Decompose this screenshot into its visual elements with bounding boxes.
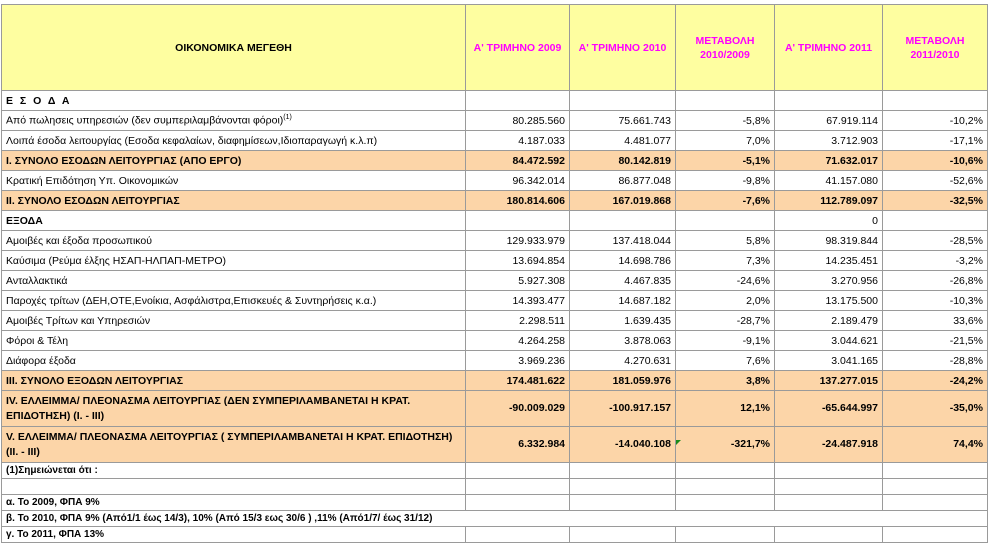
cell-2010: -100.917.157 [570, 391, 676, 427]
note-row [2, 463, 988, 479]
cell-change-1: -321,7% [676, 427, 775, 463]
row-label: Από πωλησεις υπηρεσιών (δεν συμπεριλαμβάνονται φόροι)$^{(1)}$ [2, 111, 466, 131]
header-q1-2011: Α' ΤΡΙΜΗΝΟ 2011 [775, 5, 883, 91]
header-row [2, 5, 988, 91]
cell-2009: 129.933.979 [466, 231, 570, 251]
cell-2010: 4.481.077 [570, 131, 676, 151]
cell-2010: 80.142.819 [570, 151, 676, 171]
total-row [2, 151, 988, 171]
cell-change-1: 3,8% [676, 371, 775, 391]
note-vat-2009: α. Το 2009, ΦΠΑ 9% [2, 495, 466, 511]
cell-change-2: -28,8% [883, 351, 988, 371]
header-q1-2009: Α' ΤΡΙΜΗΝΟ 2009 [466, 5, 570, 91]
total-row [2, 191, 988, 211]
cell-change-1: 2,0% [676, 291, 775, 311]
cell-2009: 84.472.592 [466, 151, 570, 171]
row-label: Κρατική Επιδότηση Υπ. Οικονομικών [2, 171, 466, 191]
row-label: ΙΙΙ. ΣΥΝΟΛΟ ΕΞΟΔΩΝ ΛΕΙΤΟΥΡΓΙΑΣ [2, 371, 466, 391]
cell-2011: 3.712.903 [775, 131, 883, 151]
row-label: Αμοιβές Τρίτων και Υπηρεσιών [2, 311, 466, 331]
cell-2010: 75.661.743 [570, 111, 676, 131]
row-label: Διάφορα έξοδα [2, 351, 466, 371]
cell-2011: 13.175.500 [775, 291, 883, 311]
table-row [2, 311, 988, 331]
cell-2009: 14.393.477 [466, 291, 570, 311]
cell-2011: 137.277.015 [775, 371, 883, 391]
header-change-period: 2010/2009 [700, 48, 750, 61]
row-label: Αμοιβές και έξοδα προσωπικού [2, 231, 466, 251]
cell-2009: 6.332.984 [466, 427, 570, 463]
total-row [2, 427, 988, 463]
cell-2011: 0 [775, 211, 883, 231]
section-row-expenses [2, 211, 988, 231]
cell-change-1: -7,6% [676, 191, 775, 211]
cell-2010: 4.467.835 [570, 271, 676, 291]
header-change-2011-2010 [883, 5, 988, 91]
row-label: Λοιπά έσοδα λειτουργίας (Εσοδα κεφαλαίων, διαφημίσεων,Ιδιοπαραγωγή κ.λ.π) [2, 131, 466, 151]
row-label: Φόροι & Τέλη [2, 331, 466, 351]
header-title: ΟΙΚΟΝΟΜΙΚΑ ΜΕΓΕΘΗ [2, 5, 466, 91]
cell-change-2: -21,5% [883, 331, 988, 351]
section-title-income: Ε Σ Ο Δ Α [2, 91, 466, 111]
cell-2010: 3.878.063 [570, 331, 676, 351]
cell-2011: 2.189.479 [775, 311, 883, 331]
cell-2010: 181.059.976 [570, 371, 676, 391]
financial-table [1, 4, 988, 543]
row-label: V. ΕΛΛΕΙΜΜΑ/ ΠΛΕΟΝΑΣΜΑ ΛΕΙΤΟΥΡΓΙΑΣ ( ΣΥΜΠΕΡΙΛΑΜΒΑΝΕΤΑΙ Η ΚΡΑΤ. ΕΠΙΔΟΤΗΣΗ) (ΙΙ. - ΙΙΙ) [2, 427, 466, 463]
comment-marker-icon [676, 440, 681, 445]
row-label: IV. ΕΛΛΕΙΜΜΑ/ ΠΛΕΟΝΑΣΜΑ ΛΕΙΤΟΥΡΓΙΑΣ (ΔΕΝ ΣΥΜΠΕΡΙΛΑΜΒΑΝΕΤΑΙ Η ΚΡΑΤ. ΕΠΙΔΟΤΗΣΗ) (Ι. - ΙΙΙ) [2, 391, 466, 427]
cell-change-1: 5,8% [676, 231, 775, 251]
header-q1-2010: Α' ΤΡΙΜΗΝΟ 2010 [570, 5, 676, 91]
cell-2009: 5.927.308 [466, 271, 570, 291]
note-vat-2010: β. Το 2010, ΦΠΑ 9% (Από1/1 έως 14/3), 10% (Από 15/3 εως 30/6 ) ,11% (Από1/7/ έως 31/12) [2, 511, 988, 527]
table-row [2, 111, 988, 131]
total-row [2, 391, 988, 427]
row-label: ΙΙ. ΣΥΝΟΛΟ ΕΣΟΔΩΝ ΛΕΙΤΟΥΡΓΙΑΣ [2, 191, 466, 211]
cell-change-2: -35,0% [883, 391, 988, 427]
section-row-income [2, 91, 988, 111]
cell-change-1: 7,0% [676, 131, 775, 151]
cell-change-1: 7,3% [676, 251, 775, 271]
cell-2010: 14.698.786 [570, 251, 676, 271]
cell-2010: 86.877.048 [570, 171, 676, 191]
cell-change-2: -26,8% [883, 271, 988, 291]
cell-2009: 3.969.236 [466, 351, 570, 371]
cell-change-1: 7,6% [676, 351, 775, 371]
cell-change-1: -9,8% [676, 171, 775, 191]
cell-change-2: -10,3% [883, 291, 988, 311]
cell-change-1: -9,1% [676, 331, 775, 351]
note-row [2, 479, 988, 495]
note-row [2, 495, 988, 511]
cell-2011: 3.270.956 [775, 271, 883, 291]
cell-2009: 174.481.622 [466, 371, 570, 391]
section-title-expenses: ΕΞΟΔΑ [2, 211, 466, 231]
table-row [2, 231, 988, 251]
total-row [2, 371, 988, 391]
cell-2010: 4.270.631 [570, 351, 676, 371]
cell-2010: -14.040.108 [570, 427, 676, 463]
cell-2011: 98.319.844 [775, 231, 883, 251]
note-vat-2011: γ. Το 2011, ΦΠΑ 13% [2, 527, 466, 543]
row-label: Ι. ΣΥΝΟΛΟ ΕΣΟΔΩΝ ΛΕΙΤΟΥΡΓΙΑΣ (ΑΠΟ ΕΡΓΟ) [2, 151, 466, 171]
row-label: Ανταλλακτικά [2, 271, 466, 291]
note-intro: (1)Σημειώνεται ότι : [2, 463, 466, 479]
cell-2010: 167.019.868 [570, 191, 676, 211]
cell-2011: 3.041.165 [775, 351, 883, 371]
cell-2009: 4.187.033 [466, 131, 570, 151]
cell-2010: 1.639.435 [570, 311, 676, 331]
cell-2011: -24.487.918 [775, 427, 883, 463]
cell-change-1: -28,7% [676, 311, 775, 331]
cell-change-2: 74,4% [883, 427, 988, 463]
row-label: Παροχές τρίτων (ΔΕΗ,ΟΤΕ,Ενοίκια, Ασφάλιστρα,Επισκευές & Συντηρήσεις κ.α.) [2, 291, 466, 311]
cell-2009: 2.298.511 [466, 311, 570, 331]
cell-2011: -65.644.997 [775, 391, 883, 427]
cell-change-1: -5,8% [676, 111, 775, 131]
table-row [2, 171, 988, 191]
cell-2011: 112.789.097 [775, 191, 883, 211]
cell-2010: 14.687.182 [570, 291, 676, 311]
note-row [2, 511, 988, 527]
cell-change-2: -10,2% [883, 111, 988, 131]
header-change-label: ΜΕΤΑΒΟΛΗ [905, 34, 965, 47]
cell-change-1: -24,6% [676, 271, 775, 291]
cell-change-1: -5,1% [676, 151, 775, 171]
cell-2011: 67.919.114 [775, 111, 883, 131]
cell-change-2: -17,1% [883, 131, 988, 151]
header-change-label: ΜΕΤΑΒΟΛΗ [695, 34, 755, 47]
cell-2010: 137.418.044 [570, 231, 676, 251]
table-row [2, 251, 988, 271]
cell-change-2: -3,2% [883, 251, 988, 271]
table-row [2, 331, 988, 351]
cell-change-2: -28,5% [883, 231, 988, 251]
cell-2011: 14.235.451 [775, 251, 883, 271]
cell-2011: 41.157.080 [775, 171, 883, 191]
table-row [2, 131, 988, 151]
table-row [2, 291, 988, 311]
cell-change-2: 33,6% [883, 311, 988, 331]
cell-change-2: -10,6% [883, 151, 988, 171]
cell-2009: 4.264.258 [466, 331, 570, 351]
cell-2011: 71.632.017 [775, 151, 883, 171]
cell-change-2: -32,5% [883, 191, 988, 211]
note-row [2, 527, 988, 543]
cell-2009: 80.285.560 [466, 111, 570, 131]
header-change-2010-2009 [676, 5, 775, 91]
cell-change-1: 12,1% [676, 391, 775, 427]
cell-2009: 96.342.014 [466, 171, 570, 191]
table-row [2, 351, 988, 371]
cell-2009: 13.694.854 [466, 251, 570, 271]
cell-2011: 3.044.621 [775, 331, 883, 351]
cell-change-2: -52,6% [883, 171, 988, 191]
table-row [2, 271, 988, 291]
cell-change-2: -24,2% [883, 371, 988, 391]
cell-2009: 180.814.606 [466, 191, 570, 211]
cell-2009: -90.009.029 [466, 391, 570, 427]
row-label: Καύσιμα (Ρεύμα έλξης ΗΣΑΠ-ΗΛΠΑΠ-ΜΕΤΡΟ) [2, 251, 466, 271]
header-change-period: 2011/2010 [910, 48, 960, 61]
